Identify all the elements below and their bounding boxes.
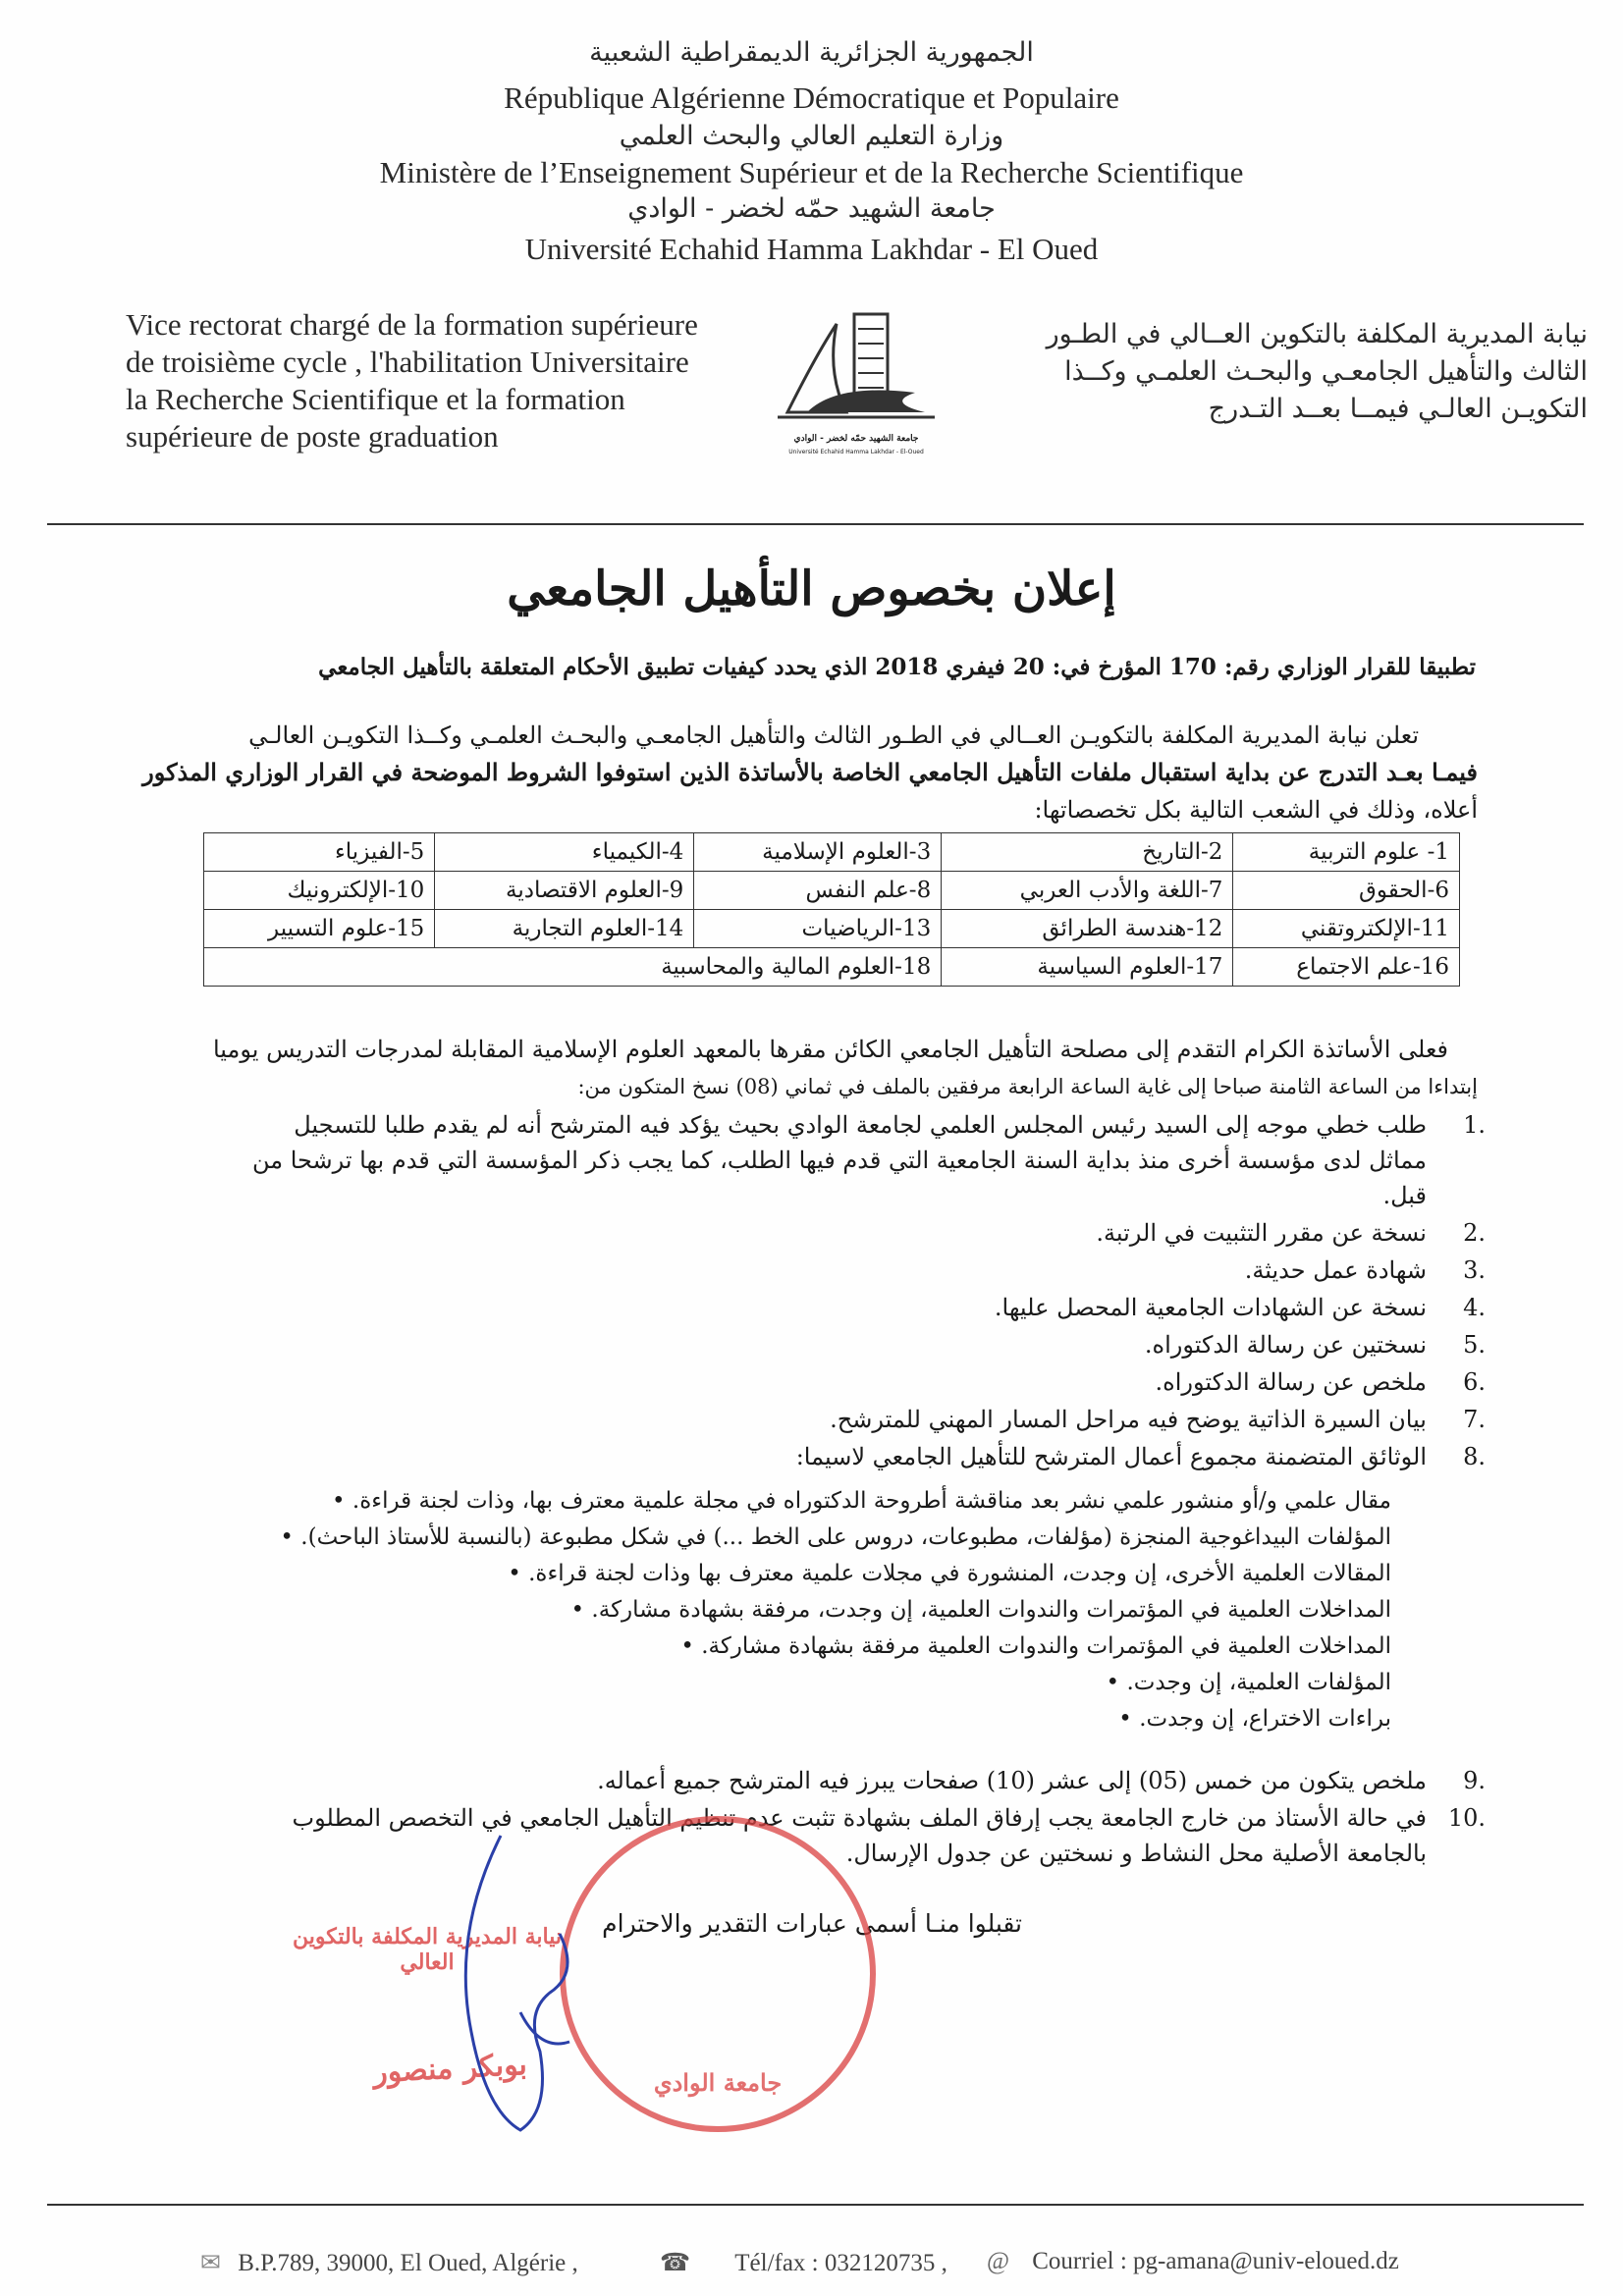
works-bullet: [164, 1524, 1391, 1550]
intro-paragraph: [133, 717, 1478, 828]
works-bullet-text: المداخلات العلمية في المؤتمرات والندوات العلمية، إن وجدت، مرفقة بشهادة مشاركة.: [591, 1597, 1391, 1623]
bullet-dot-icon: •: [332, 1488, 352, 1514]
requirement-item: [111, 1443, 1486, 1470]
specialty-cell: 8-علم النفس: [694, 872, 942, 910]
bullet-dot-icon: •: [280, 1524, 301, 1550]
phone-icon: ☎: [660, 2250, 691, 2276]
works-bullet: [164, 1488, 1391, 1514]
requirement-text: بالجامعة الأصلية محل النشاط و نسختين عن جدول الإرسال.: [845, 1840, 1427, 1867]
specialties-row: [204, 948, 1460, 987]
requirement-text: نسخة عن مقرر التثبيت في الرتبة.: [1096, 1219, 1427, 1247]
works-bullet-text: المؤلفات البيداغوجية المنجزة (مؤلفات، مطبوعات، دروس على الخط ...) في شكل مطبوعة (بالنسبة للأستاذ الباحث).: [300, 1524, 1391, 1550]
requirement-item: [111, 1256, 1486, 1284]
stamp-right-text: جامعة الوادي: [653, 2068, 783, 2097]
works-bullet-text: المقالات العلمية الأخرى، إن وجدت، المنشورة في مجلات علمية معترف بها وذات لجنة قراءة.: [528, 1561, 1391, 1586]
instructions-line: فعلى الأساتذة الكرام التقدم إلى مصلحة التأهيل الجامعي الكائن مقرها بالمعهد العلوم الإسلامية المقابلة لمدرجات التدريس يوميا: [212, 1036, 1448, 1063]
specialty-cell: 2-التاريخ: [942, 833, 1233, 872]
specialties-table: [203, 832, 1460, 987]
requirement-item: [111, 1767, 1486, 1794]
works-bullet: [164, 1670, 1391, 1695]
instructions-line: إبتداءا من الساعة الثامنة صباحا إلى غاية الساعة الرابعة مرفقين بالملف في ثماني (08) نسخ المتكون من:: [577, 1075, 1478, 1098]
requirement-item: [111, 1331, 1486, 1359]
email-icon: @: [987, 2248, 1010, 2274]
vice-rectorat-line: de troisième cycle , l'habilitation Universitaire: [126, 345, 689, 379]
vice-rectorat-ar-block: [959, 316, 1588, 428]
requirement-number: 9.: [1463, 1767, 1486, 1794]
vice-rectorat-block: [126, 306, 754, 455]
specialties-row: [204, 910, 1460, 948]
vice-rectorat-line: Vice rectorat chargé de la formation supérieure: [126, 307, 698, 342]
header-ar-university: جامعة الشهيد حمّه لخضر - الوادي: [627, 193, 996, 224]
requirement-number: 4.: [1463, 1294, 1486, 1321]
footer-address-text: B.P.789, 39000, El Oued, Algérie ,: [238, 2250, 578, 2276]
specialty-cell: 7-اللغة والأدب العربي: [942, 872, 1233, 910]
specialty-cell: 6-الحقوق: [1233, 872, 1460, 910]
footer-email-text[interactable]: Courriel : pg-amana@univ-eloued.dz: [1032, 2248, 1399, 2274]
requirement-item: [111, 1219, 1486, 1247]
works-bullet: [164, 1561, 1391, 1586]
requirement-text: ملخص عن رسالة الدكتوراه.: [1155, 1368, 1427, 1396]
instructions-paragraph: [113, 1031, 1478, 1105]
requirement-number: 8.: [1463, 1443, 1486, 1470]
requirement-number: 1.: [1463, 1111, 1486, 1139]
specialty-cell: 1- علوم التربية: [1233, 833, 1460, 872]
specialty-cell: 14-العلوم التجارية: [435, 910, 694, 948]
requirement-text: ملخص يتكون من خمس (05) إلى عشر (10) صفحات يبرز فيه المترشح جميع أعماله.: [597, 1767, 1427, 1794]
footer-address: [200, 2248, 578, 2277]
header-fr-university: Université Echahid Hamma Lakhdar - El Oued: [524, 232, 1099, 266]
bullet-dot-icon: •: [1106, 1670, 1127, 1695]
requirement-text: الوثائق المتضمنة مجموع أعمال المترشح للتأهيل الجامعي لاسيما:: [795, 1443, 1427, 1470]
works-bullet: [164, 1706, 1391, 1732]
specialty-cell: 18-العلوم المالية والمحاسبية: [204, 948, 942, 987]
vice-rectorat-ar-line: الثالث والتأهيل الجامعـي والبحـث العلمـي وكــذا: [1064, 356, 1588, 387]
requirement-text: بيان السيرة الذاتية يوضح فيه مراحل المسار المهني للمترشح.: [830, 1406, 1427, 1433]
decree-reference: تطبيقا للقرار الوزاري رقم: 170 المؤرخ في: 20 فيفري 2018 الذي يحدد كيفيات تطبيق الأحكام المتعلقة بالتأهيل الجامعي: [318, 654, 1476, 680]
specialty-cell: 16-علم الاجتماع: [1233, 948, 1460, 987]
requirement-number: 10.: [1447, 1804, 1486, 1832]
intro-line: فيمـا بعـد التدرج عن بداية استقبال ملفات التأهيل الجامعي الخاصة بالأساتذة الذين استوفوا الشروط الموضحة في القرار الوزاري المذكور: [142, 758, 1478, 786]
specialty-cell: 11-الإلكتروتقني: [1233, 910, 1460, 948]
specialties-row: [204, 872, 1460, 910]
requirement-text: قبل.: [1382, 1182, 1427, 1209]
works-bullet-text: المؤلفات العلمية، إن وجدت.: [1126, 1670, 1391, 1695]
page-title: إعلان بخصوص التأهيل الجامعي: [507, 561, 1116, 616]
works-bullet-list: [164, 1488, 1391, 1763]
requirement-number: 2.: [1463, 1219, 1486, 1247]
header-divider: [47, 523, 1584, 525]
header-fr-ministry: Ministère de l’Enseignement Supérieur et de la Recherche Scientifique: [379, 155, 1244, 189]
stamp-signatory: بوبكر منصور: [372, 2047, 528, 2091]
requirement-item: [111, 1294, 1486, 1321]
works-bullet: [164, 1633, 1391, 1659]
requirement-item: [111, 1804, 1486, 1832]
signature-icon: [432, 1816, 609, 2150]
specialty-cell: 17-العلوم السياسية: [942, 948, 1233, 987]
requirement-text: مماثل لدى مؤسسة أخرى منذ بداية السنة الجامعية التي قدم فيها الطلب، كما يجب ذكر المؤسسة التي قدم بها ترشحا من: [251, 1147, 1427, 1174]
footer-email: [987, 2248, 1399, 2275]
bullet-dot-icon: •: [508, 1561, 529, 1586]
logo-caption-fr: Université Echahid Hamma Lakhdar - El-Oued: [788, 449, 924, 455]
footer-divider: [47, 2204, 1584, 2206]
logo-caption-ar: جامعة الشهيد حمّه لخضر - الوادي: [793, 434, 919, 444]
works-bullet-text: المداخلات العلمية في المؤتمرات والندوات العلمية مرفقة بشهادة مشاركة.: [701, 1633, 1391, 1659]
bullet-dot-icon: •: [570, 1597, 592, 1623]
specialty-cell: 4-الكيمياء: [435, 833, 694, 872]
specialty-cell: 13-الرياضيات: [694, 910, 942, 948]
requirement-text: طلب خطي موجه إلى السيد رئيس المجلس العلمي لجامعة الوادي بحيث يؤكد فيه المترشح أنه لم يقدم طلبا للتسجيل: [294, 1111, 1427, 1139]
specialty-cell: 5-الفيزياء: [204, 833, 435, 872]
closing-line: تقبلوا منـا أسمى عبارات التقدير والاحترام: [602, 1909, 1022, 1938]
envelope-icon: ✉: [200, 2250, 221, 2276]
works-bullet: [164, 1597, 1391, 1623]
specialty-cell: 15-علوم التسيير: [204, 910, 435, 948]
requirement-item: [111, 1147, 1486, 1174]
requirement-number: 3.: [1463, 1256, 1486, 1284]
header-ar-ministry: وزارة التعليم العالي والبحث العلمي: [619, 121, 1004, 151]
requirement-text: نسخة عن الشهادات الجامعية المحصل عليها.: [994, 1294, 1427, 1321]
works-bullet-text: مقال علمي و/أو منشور علمي نشر بعد مناقشة أطروحة الدكتوراه في مجلة علمية معترف بها، وذات لجنة قراءة.: [352, 1488, 1391, 1514]
specialties-row: [204, 833, 1460, 872]
works-bullet-text: براءات الاختراع، إن وجدت.: [1139, 1706, 1391, 1732]
requirement-item: [111, 1111, 1486, 1139]
university-logo-icon: [768, 294, 945, 442]
bullet-dot-icon: •: [1118, 1706, 1140, 1732]
requirement-text: شهادة عمل حديثة.: [1244, 1256, 1427, 1284]
specialty-cell: 10-الإلكترونيك: [204, 872, 435, 910]
requirement-number: 6.: [1463, 1368, 1486, 1396]
requirement-item: [111, 1182, 1486, 1209]
requirement-text: نسختين عن رسالة الدكتوراه.: [1144, 1331, 1427, 1359]
vice-rectorat-line: supérieure de poste graduation: [126, 419, 499, 454]
footer-phone: [660, 2248, 947, 2277]
requirement-item: [111, 1406, 1486, 1433]
vice-rectorat-line: la Recherche Scientifique et la formation: [126, 382, 625, 416]
header-fr-republic: République Algérienne Démocratique et Populaire: [504, 80, 1119, 115]
specialty-cell: 12-هندسة الطرائق: [942, 910, 1233, 948]
header-ar-republic: الجمهورية الجزائرية الديمقراطية الشعبية: [589, 37, 1034, 68]
specialty-cell: 3-العلوم الإسلامية: [694, 833, 942, 872]
university-logo: [768, 294, 945, 471]
stamp-left-text: نيابة المديرية المكلفة بالتكوين العالي: [292, 1924, 563, 1975]
vice-rectorat-ar-line: نيابة المديرية المكلفة بالتكوين العــالي في الطـور: [1046, 319, 1588, 349]
requirement-item: [111, 1368, 1486, 1396]
requirement-number: 7.: [1463, 1406, 1486, 1433]
specialty-cell: 9-العلوم الاقتصادية: [435, 872, 694, 910]
intro-line: تعلن نيابة المديرية المكلفة بالتكويـن العــالي في الطـور الثالث والتأهيل الجامعـي والبحـث العلمـي وكــذا التكويـن العالـي: [248, 721, 1419, 749]
vice-rectorat-ar-line: التكويـن العالـي فيمــا بعــد التـدرج: [1208, 394, 1588, 424]
intro-line: أعلاه، وذلك في الشعب التالية بكل تخصصاتها:: [1034, 796, 1478, 824]
bullet-dot-icon: •: [680, 1633, 702, 1659]
footer-phone-text: Tél/fax : 032120735 ,: [734, 2250, 947, 2276]
requirement-number: 5.: [1463, 1331, 1486, 1359]
requirement-text: في حالة الأستاذ من خارج الجامعة يجب إرفاق الملف بشهادة تثبت عدم تنظيم التأهيل الجامعي في التخصص المطلوب: [292, 1804, 1427, 1832]
